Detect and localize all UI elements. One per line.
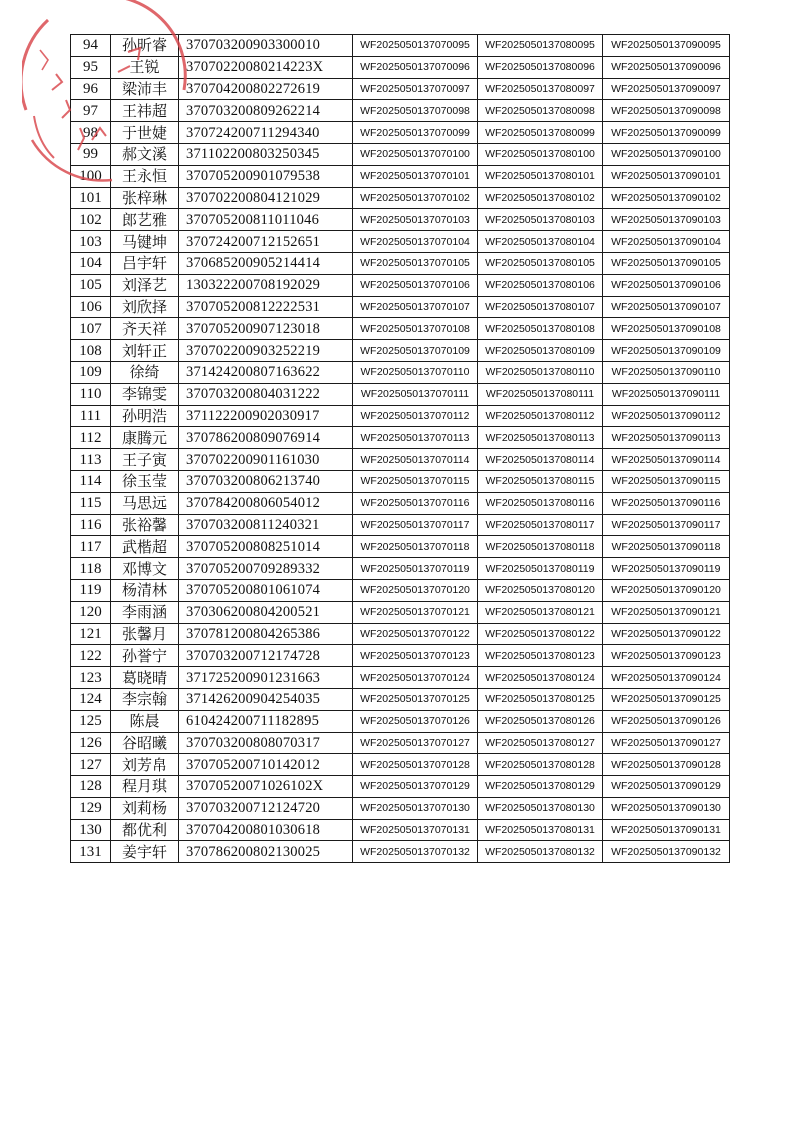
table-row: [71, 601, 730, 623]
certificate-code-2-cell: WF2025050137080097: [478, 78, 603, 100]
table-row: [71, 492, 730, 514]
certificate-code-1-cell: WF2025050137070104: [353, 231, 478, 253]
id-number-cell: 370705200811011046: [179, 209, 353, 231]
certificate-code-3-cell: WF2025050137090100: [603, 143, 730, 165]
id-number-cell: 370306200804200521: [179, 601, 353, 623]
id-number-cell: 370703200712174728: [179, 645, 353, 667]
student-name-cell: 王祎超: [111, 100, 179, 122]
certificate-code-2-cell: WF2025050137080125: [478, 688, 603, 710]
certificate-code-2-cell: WF2025050137080104: [478, 231, 603, 253]
certificate-code-3-cell: WF2025050137090102: [603, 187, 730, 209]
certificate-code-1-cell: WF2025050137070119: [353, 558, 478, 580]
student-name-cell: 张梓琳: [111, 187, 179, 209]
certificate-code-3-cell: WF2025050137090096: [603, 56, 730, 78]
student-name-cell: 刘芳帛: [111, 754, 179, 776]
certificate-code-3-cell: WF2025050137090130: [603, 797, 730, 819]
row-number-cell: 111: [71, 405, 111, 427]
row-number-cell: 100: [71, 165, 111, 187]
certificate-code-2-cell: WF2025050137080126: [478, 710, 603, 732]
id-number-cell: 370705200710142012: [179, 754, 353, 776]
table-row: [71, 318, 730, 340]
certificate-code-2-cell: WF2025050137080105: [478, 252, 603, 274]
table-row: [71, 405, 730, 427]
certificate-code-2-cell: WF2025050137080102: [478, 187, 603, 209]
id-number-cell: 371122200902030917: [179, 405, 353, 427]
id-number-cell: 370703200809262214: [179, 100, 353, 122]
certificate-code-3-cell: WF2025050137090132: [603, 841, 730, 863]
row-number-cell: 130: [71, 819, 111, 841]
certificate-code-3-cell: WF2025050137090115: [603, 470, 730, 492]
row-number-cell: 127: [71, 754, 111, 776]
certificate-code-1-cell: WF2025050137070128: [353, 754, 478, 776]
id-number-cell: 37070220080214223X: [179, 56, 353, 78]
certificate-code-1-cell: WF2025050137070117: [353, 514, 478, 536]
id-number-cell: 370705200901079538: [179, 165, 353, 187]
certificate-code-1-cell: WF2025050137070116: [353, 492, 478, 514]
certificate-code-2-cell: WF2025050137080107: [478, 296, 603, 318]
row-number-cell: 94: [71, 35, 111, 57]
row-number-cell: 97: [71, 100, 111, 122]
id-number-cell: 370704200801030618: [179, 819, 353, 841]
table-row: [71, 667, 730, 689]
certificate-code-2-cell: WF2025050137080103: [478, 209, 603, 231]
certificate-code-1-cell: WF2025050137070099: [353, 122, 478, 144]
certificate-code-2-cell: WF2025050137080129: [478, 776, 603, 798]
table-row: [71, 361, 730, 383]
table-row: [71, 579, 730, 601]
id-number-cell: 370705200907123018: [179, 318, 353, 340]
id-number-cell: 37070520071026102X: [179, 776, 353, 798]
certificate-code-3-cell: WF2025050137090095: [603, 35, 730, 57]
certificate-code-1-cell: WF2025050137070130: [353, 797, 478, 819]
row-number-cell: 112: [71, 427, 111, 449]
table-row: [71, 470, 730, 492]
student-name-cell: 王永恒: [111, 165, 179, 187]
certificate-code-3-cell: WF2025050137090121: [603, 601, 730, 623]
row-number-cell: 117: [71, 536, 111, 558]
table-row: [71, 645, 730, 667]
certificate-code-2-cell: WF2025050137080110: [478, 361, 603, 383]
certificate-code-2-cell: WF2025050137080120: [478, 579, 603, 601]
certificate-code-2-cell: WF2025050137080112: [478, 405, 603, 427]
certificate-code-1-cell: WF2025050137070122: [353, 623, 478, 645]
certificate-code-2-cell: WF2025050137080118: [478, 536, 603, 558]
certificate-code-3-cell: WF2025050137090116: [603, 492, 730, 514]
certificate-code-2-cell: WF2025050137080115: [478, 470, 603, 492]
certificate-code-2-cell: WF2025050137080111: [478, 383, 603, 405]
certificate-code-2-cell: WF2025050137080100: [478, 143, 603, 165]
row-number-cell: 121: [71, 623, 111, 645]
certificate-code-1-cell: WF2025050137070095: [353, 35, 478, 57]
certificate-code-3-cell: WF2025050137090119: [603, 558, 730, 580]
row-number-cell: 96: [71, 78, 111, 100]
table-row: [71, 819, 730, 841]
certificate-code-2-cell: WF2025050137080096: [478, 56, 603, 78]
table-row: [71, 754, 730, 776]
table-row: [71, 78, 730, 100]
certificate-code-3-cell: WF2025050137090107: [603, 296, 730, 318]
certificate-code-3-cell: WF2025050137090101: [603, 165, 730, 187]
student-name-cell: 王子寅: [111, 449, 179, 471]
certificate-code-2-cell: WF2025050137080101: [478, 165, 603, 187]
roster-table: [70, 34, 730, 863]
table-row: [71, 209, 730, 231]
table-row: [71, 449, 730, 471]
certificate-code-2-cell: WF2025050137080114: [478, 449, 603, 471]
certificate-code-3-cell: WF2025050137090097: [603, 78, 730, 100]
row-number-cell: 102: [71, 209, 111, 231]
row-number-cell: 129: [71, 797, 111, 819]
id-number-cell: 370705200801061074: [179, 579, 353, 601]
row-number-cell: 120: [71, 601, 111, 623]
student-name-cell: 康腾元: [111, 427, 179, 449]
certificate-code-1-cell: WF2025050137070109: [353, 340, 478, 362]
student-name-cell: 都优利: [111, 819, 179, 841]
table-row: [71, 187, 730, 209]
certificate-code-2-cell: WF2025050137080095: [478, 35, 603, 57]
student-name-cell: 陈晨: [111, 710, 179, 732]
id-number-cell: 371424200807163622: [179, 361, 353, 383]
id-number-cell: 370705200812222531: [179, 296, 353, 318]
certificate-code-1-cell: WF2025050137070120: [353, 579, 478, 601]
certificate-code-1-cell: WF2025050137070096: [353, 56, 478, 78]
student-name-cell: 徐绮: [111, 361, 179, 383]
certificate-code-3-cell: WF2025050137090104: [603, 231, 730, 253]
id-number-cell: 370705200808251014: [179, 536, 353, 558]
certificate-code-3-cell: WF2025050137090124: [603, 667, 730, 689]
student-name-cell: 梁沛丰: [111, 78, 179, 100]
row-number-cell: 101: [71, 187, 111, 209]
table-row: [71, 35, 730, 57]
student-name-cell: 邓博文: [111, 558, 179, 580]
row-number-cell: 108: [71, 340, 111, 362]
table-row: [71, 100, 730, 122]
certificate-code-1-cell: WF2025050137070131: [353, 819, 478, 841]
row-number-cell: 115: [71, 492, 111, 514]
id-number-cell: 371102200803250345: [179, 143, 353, 165]
certificate-code-1-cell: WF2025050137070125: [353, 688, 478, 710]
table-row: [71, 776, 730, 798]
certificate-code-2-cell: WF2025050137080122: [478, 623, 603, 645]
id-number-cell: 371725200901231663: [179, 667, 353, 689]
row-number-cell: 109: [71, 361, 111, 383]
student-name-cell: 张馨月: [111, 623, 179, 645]
id-number-cell: 370781200804265386: [179, 623, 353, 645]
table-row: [71, 56, 730, 78]
student-name-cell: 郝文溪: [111, 143, 179, 165]
certificate-code-3-cell: WF2025050137090123: [603, 645, 730, 667]
certificate-code-3-cell: WF2025050137090103: [603, 209, 730, 231]
certificate-code-1-cell: WF2025050137070115: [353, 470, 478, 492]
id-number-cell: 370703200804031222: [179, 383, 353, 405]
certificate-code-3-cell: WF2025050137090127: [603, 732, 730, 754]
student-name-cell: 李雨涵: [111, 601, 179, 623]
row-number-cell: 98: [71, 122, 111, 144]
certificate-code-1-cell: WF2025050137070103: [353, 209, 478, 231]
id-number-cell: 370703200712124720: [179, 797, 353, 819]
certificate-code-1-cell: WF2025050137070114: [353, 449, 478, 471]
id-number-cell: 370724200711294340: [179, 122, 353, 144]
student-name-cell: 刘莉杨: [111, 797, 179, 819]
student-name-cell: 王锐: [111, 56, 179, 78]
certificate-code-2-cell: WF2025050137080117: [478, 514, 603, 536]
student-name-cell: 马思远: [111, 492, 179, 514]
id-number-cell: 370784200806054012: [179, 492, 353, 514]
roster-table-body: [71, 35, 730, 863]
certificate-code-1-cell: WF2025050137070097: [353, 78, 478, 100]
certificate-code-3-cell: WF2025050137090108: [603, 318, 730, 340]
student-name-cell: 吕宇轩: [111, 252, 179, 274]
id-number-cell: 370702200903252219: [179, 340, 353, 362]
table-row: [71, 143, 730, 165]
student-name-cell: 徐玉莹: [111, 470, 179, 492]
certificate-code-3-cell: WF2025050137090099: [603, 122, 730, 144]
certificate-code-1-cell: WF2025050137070126: [353, 710, 478, 732]
id-number-cell: 370703200806213740: [179, 470, 353, 492]
certificate-code-2-cell: WF2025050137080121: [478, 601, 603, 623]
certificate-code-1-cell: WF2025050137070121: [353, 601, 478, 623]
row-number-cell: 103: [71, 231, 111, 253]
row-number-cell: 114: [71, 470, 111, 492]
row-number-cell: 128: [71, 776, 111, 798]
row-number-cell: 116: [71, 514, 111, 536]
certificate-code-2-cell: WF2025050137080099: [478, 122, 603, 144]
id-number-cell: 610424200711182895: [179, 710, 353, 732]
certificate-code-3-cell: WF2025050137090117: [603, 514, 730, 536]
student-name-cell: 孙誉宁: [111, 645, 179, 667]
certificate-code-1-cell: WF2025050137070106: [353, 274, 478, 296]
table-row: [71, 797, 730, 819]
certificate-code-3-cell: WF2025050137090112: [603, 405, 730, 427]
table-row: [71, 623, 730, 645]
certificate-code-3-cell: WF2025050137090105: [603, 252, 730, 274]
certificate-code-2-cell: WF2025050137080109: [478, 340, 603, 362]
certificate-code-3-cell: WF2025050137090125: [603, 688, 730, 710]
student-name-cell: 刘泽艺: [111, 274, 179, 296]
id-number-cell: 370703200811240321: [179, 514, 353, 536]
table-row: [71, 558, 730, 580]
table-row: [71, 536, 730, 558]
certificate-code-2-cell: WF2025050137080116: [478, 492, 603, 514]
student-name-cell: 葛晓晴: [111, 667, 179, 689]
certificate-code-1-cell: WF2025050137070110: [353, 361, 478, 383]
row-number-cell: 118: [71, 558, 111, 580]
certificate-code-3-cell: WF2025050137090110: [603, 361, 730, 383]
certificate-code-2-cell: WF2025050137080108: [478, 318, 603, 340]
certificate-code-3-cell: WF2025050137090126: [603, 710, 730, 732]
id-number-cell: 370702200901161030: [179, 449, 353, 471]
id-number-cell: 371426200904254035: [179, 688, 353, 710]
certificate-code-1-cell: WF2025050137070102: [353, 187, 478, 209]
row-number-cell: 113: [71, 449, 111, 471]
row-number-cell: 95: [71, 56, 111, 78]
certificate-code-2-cell: WF2025050137080098: [478, 100, 603, 122]
id-number-cell: 370705200709289332: [179, 558, 353, 580]
id-number-cell: 370703200808070317: [179, 732, 353, 754]
certificate-code-2-cell: WF2025050137080128: [478, 754, 603, 776]
id-number-cell: 370786200809076914: [179, 427, 353, 449]
certificate-code-3-cell: WF2025050137090122: [603, 623, 730, 645]
certificate-code-1-cell: WF2025050137070108: [353, 318, 478, 340]
student-name-cell: 于世婕: [111, 122, 179, 144]
student-name-cell: 马键坤: [111, 231, 179, 253]
certificate-code-1-cell: WF2025050137070129: [353, 776, 478, 798]
certificate-code-1-cell: WF2025050137070100: [353, 143, 478, 165]
certificate-code-3-cell: WF2025050137090128: [603, 754, 730, 776]
table-row: [71, 732, 730, 754]
table-row: [71, 710, 730, 732]
table-row: [71, 427, 730, 449]
student-name-cell: 程月琪: [111, 776, 179, 798]
student-name-cell: 齐天祥: [111, 318, 179, 340]
row-number-cell: 105: [71, 274, 111, 296]
table-row: [71, 252, 730, 274]
certificate-code-1-cell: WF2025050137070105: [353, 252, 478, 274]
row-number-cell: 107: [71, 318, 111, 340]
certificate-code-3-cell: WF2025050137090111: [603, 383, 730, 405]
certificate-code-2-cell: WF2025050137080123: [478, 645, 603, 667]
table-row: [71, 296, 730, 318]
certificate-code-2-cell: WF2025050137080106: [478, 274, 603, 296]
certificate-code-3-cell: WF2025050137090114: [603, 449, 730, 471]
student-name-cell: 武楷超: [111, 536, 179, 558]
row-number-cell: 119: [71, 579, 111, 601]
certificate-code-3-cell: WF2025050137090129: [603, 776, 730, 798]
id-number-cell: 370724200712152651: [179, 231, 353, 253]
row-number-cell: 106: [71, 296, 111, 318]
certificate-code-1-cell: WF2025050137070124: [353, 667, 478, 689]
id-number-cell: 370703200903300010: [179, 35, 353, 57]
certificate-code-3-cell: WF2025050137090120: [603, 579, 730, 601]
id-number-cell: 370786200802130025: [179, 841, 353, 863]
student-name-cell: 谷昭曦: [111, 732, 179, 754]
certificate-code-1-cell: WF2025050137070127: [353, 732, 478, 754]
student-name-cell: 孙昕睿: [111, 35, 179, 57]
table-row: [71, 122, 730, 144]
student-name-cell: 李宗翰: [111, 688, 179, 710]
table-row: [71, 340, 730, 362]
certificate-code-1-cell: WF2025050137070101: [353, 165, 478, 187]
table-row: [71, 383, 730, 405]
id-number-cell: 370704200802272619: [179, 78, 353, 100]
student-name-cell: 刘轩正: [111, 340, 179, 362]
table-row: [71, 514, 730, 536]
certificate-code-1-cell: WF2025050137070112: [353, 405, 478, 427]
student-name-cell: 李锦雯: [111, 383, 179, 405]
id-number-cell: 370685200905214414: [179, 252, 353, 274]
certificate-code-1-cell: WF2025050137070111: [353, 383, 478, 405]
certificate-code-3-cell: WF2025050137090106: [603, 274, 730, 296]
certificate-code-2-cell: WF2025050137080124: [478, 667, 603, 689]
table-row: [71, 165, 730, 187]
table-row: [71, 688, 730, 710]
student-name-cell: 刘欣择: [111, 296, 179, 318]
certificate-code-2-cell: WF2025050137080130: [478, 797, 603, 819]
certificate-code-3-cell: WF2025050137090098: [603, 100, 730, 122]
student-name-cell: 张裕馨: [111, 514, 179, 536]
table-row: [71, 841, 730, 863]
certificate-code-2-cell: WF2025050137080131: [478, 819, 603, 841]
row-number-cell: 122: [71, 645, 111, 667]
row-number-cell: 104: [71, 252, 111, 274]
row-number-cell: 123: [71, 667, 111, 689]
certificate-code-2-cell: WF2025050137080132: [478, 841, 603, 863]
table-row: [71, 274, 730, 296]
certificate-code-3-cell: WF2025050137090131: [603, 819, 730, 841]
id-number-cell: 370702200804121029: [179, 187, 353, 209]
certificate-code-1-cell: WF2025050137070113: [353, 427, 478, 449]
certificate-code-1-cell: WF2025050137070123: [353, 645, 478, 667]
row-number-cell: 110: [71, 383, 111, 405]
certificate-code-1-cell: WF2025050137070098: [353, 100, 478, 122]
certificate-code-1-cell: WF2025050137070107: [353, 296, 478, 318]
certificate-code-2-cell: WF2025050137080119: [478, 558, 603, 580]
row-number-cell: 125: [71, 710, 111, 732]
row-number-cell: 131: [71, 841, 111, 863]
student-name-cell: 孙明浩: [111, 405, 179, 427]
student-name-cell: 郎艺雅: [111, 209, 179, 231]
table-row: [71, 231, 730, 253]
row-number-cell: 126: [71, 732, 111, 754]
certificate-code-3-cell: WF2025050137090118: [603, 536, 730, 558]
certificate-code-3-cell: WF2025050137090109: [603, 340, 730, 362]
certificate-code-1-cell: WF2025050137070118: [353, 536, 478, 558]
certificate-code-3-cell: WF2025050137090113: [603, 427, 730, 449]
student-name-cell: 姜宇轩: [111, 841, 179, 863]
certificate-code-2-cell: WF2025050137080113: [478, 427, 603, 449]
student-name-cell: 杨清林: [111, 579, 179, 601]
id-number-cell: 130322200708192029: [179, 274, 353, 296]
certificate-code-1-cell: WF2025050137070132: [353, 841, 478, 863]
row-number-cell: 99: [71, 143, 111, 165]
row-number-cell: 124: [71, 688, 111, 710]
certificate-code-2-cell: WF2025050137080127: [478, 732, 603, 754]
